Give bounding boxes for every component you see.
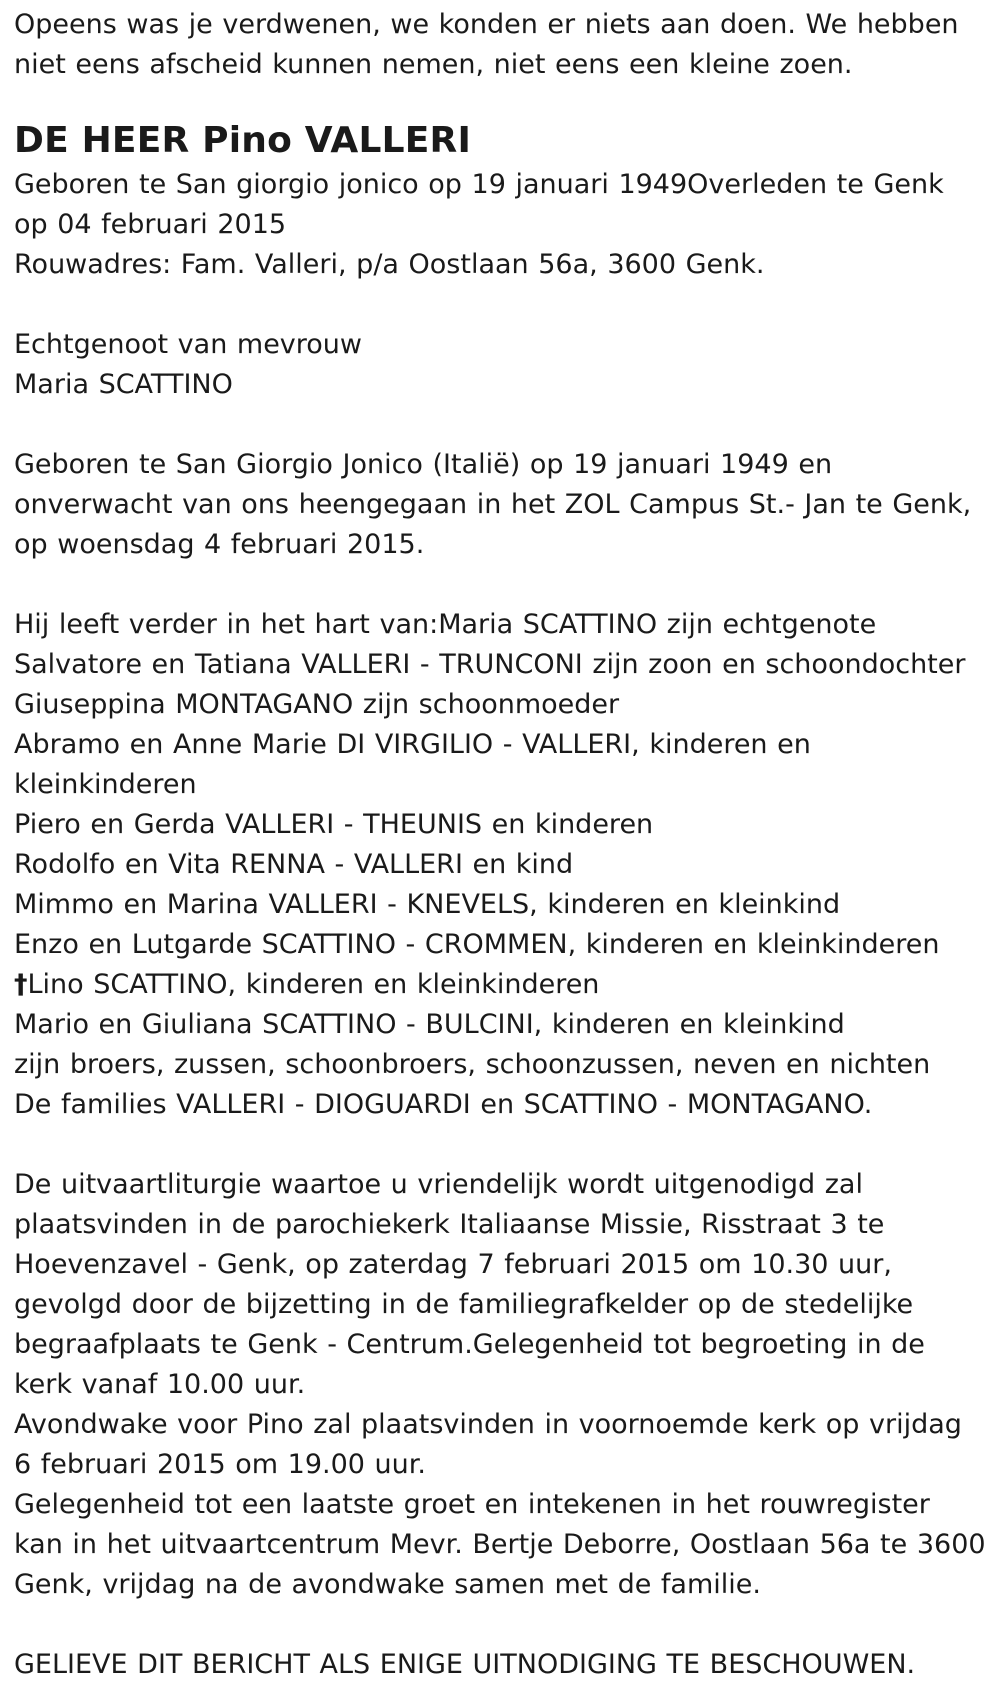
family-line: Abramo en Anne Marie DI VIRGILIO - VALLERI, kinderen en kleinkinderen xyxy=(14,729,811,800)
family-line: Giuseppina MONTAGANO zijn schoonmoeder xyxy=(14,689,620,720)
funeral-details: De uitvaartliturgie waartoe u vriendelijk wordt uitgenodigd zal plaatsvinden in de parochiekerk Italiaanse Missie, Risstraat 3 te Hoevenzavel - Genk, op zaterdag 7 februari 2015 om 10.30 uur, gevolgd door de bijzetting in de familiegrafkelder op de stedelijke begraafplaats te Genk - Centrum.Gelegenheid tot begroeting in de kerk vanaf 10.00 uur. xyxy=(14,1169,925,1400)
mourning-address: Rouwadres: Fam. Valleri, p/a Oostlaan 56a, 3600 Genk. xyxy=(14,249,765,280)
deceased-relative-text: Lino SCATTINO, kinderen en kleinkinderen xyxy=(27,969,600,1000)
biography-text: Geboren te San Giorgio Jonico (Italië) op 19 januari 1949 en onverwacht van ons heengegaan in het ZOL Campus St.- Jan te Genk, op woensdag 4 februari 2015. xyxy=(14,449,972,560)
family-line-deceased xyxy=(14,965,986,1005)
spouse-line-2: Maria SCATTINO xyxy=(14,369,233,400)
family-line: De families VALLERI - DIOGUARDI en SCATTINO - MONTAGANO. xyxy=(14,1089,873,1120)
intro-text: Opeens was je verdwenen, we konden er niets aan doen. We hebben niet eens afscheid kunnen nemen, niet eens een kleine zoen. xyxy=(14,9,959,80)
vigil-details: Avondwake voor Pino zal plaatsvinden in voornoemde kerk op vrijdag 6 februari 2015 om 19.00 uur. xyxy=(14,1409,962,1480)
spouse-block xyxy=(14,325,986,405)
spacer xyxy=(14,565,986,605)
family-line: zijn broers, zussen, schoonbroers, schoonzussen, neven en nichten xyxy=(14,1049,931,1080)
family-line: Hij leeft verder in het hart van:Maria SCATTINO zijn echtgenote xyxy=(14,609,877,640)
cross-icon: † xyxy=(14,969,28,1000)
family-line: Mimmo en Marina VALLERI - KNEVELS, kinderen en kleinkind xyxy=(14,889,841,920)
spacer xyxy=(14,1125,986,1165)
spacer xyxy=(14,1605,986,1645)
register-details: Gelegenheid tot een laatste groet en intekenen in het rouwregister kan in het uitvaartcentrum Mevr. Bertje Deborre, Oostlaan 56a te 3600 Genk, vrijdag na de avondwake samen met de familie. xyxy=(14,1489,986,1600)
spouse-line-1: Echtgenoot van mevrouw xyxy=(14,329,363,360)
family-line: Piero en Gerda VALLERI - THEUNIS en kinderen xyxy=(14,809,654,840)
spacer xyxy=(14,285,986,325)
family-line: Salvatore en Tatiana VALLERI - TRUNCONI zijn zoon en schoondochter xyxy=(14,649,966,680)
deceased-name-title: DE HEER Pino VALLERI xyxy=(14,120,472,161)
family-list xyxy=(14,605,986,1125)
family-line: Enzo en Lutgarde SCATTINO - CROMMEN, kinderen en kleinkinderen xyxy=(14,929,940,960)
family-line: Rodolfo en Vita RENNA - VALLERI en kind xyxy=(14,849,574,880)
spacer xyxy=(14,405,986,445)
family-line: Mario en Giuliana SCATTINO - BULCINI, kinderen en kleinkind xyxy=(14,1009,845,1040)
closing-notice: GELIEVE DIT BERICHT ALS ENIGE UITNODIGING TE BESCHOUWEN. xyxy=(14,1649,916,1680)
birth-death-info: Geboren te San giorgio jonico op 19 januari 1949Overleden te Genk op 04 februari 2015 xyxy=(14,169,944,240)
